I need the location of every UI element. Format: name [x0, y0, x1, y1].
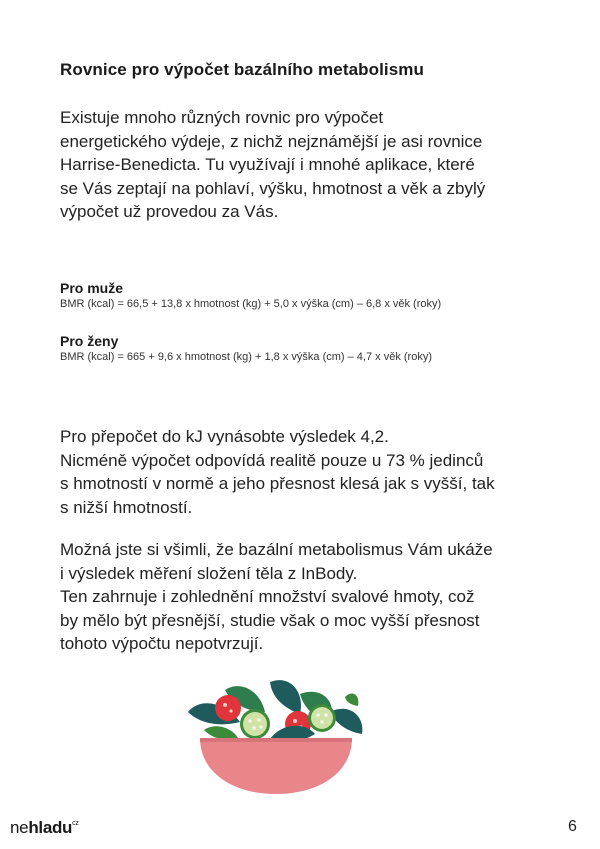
brand-logo: nehladu$^{cz}$	[10, 818, 79, 837]
intro-paragraph	[60, 106, 485, 224]
text-line: se Vás zeptají na pohlaví, výšku, hmotnost a věk a zbylý	[60, 178, 486, 198]
bowl-icon	[200, 738, 352, 794]
text-line: tohoto výpočtu nepotvrzují.	[60, 634, 264, 653]
text-line: by mělo být přesnější, studie však o moc vyšší přesnost	[60, 610, 480, 630]
formula-women-heading: Pro ženy	[60, 333, 119, 349]
text-line: s hmotností v normě a jeho přesnost klesá jak s vyšší, tak	[60, 474, 495, 493]
inbody-paragraph	[60, 538, 493, 656]
text-line: Existuje mnoho různých rovnic pro výpočet	[60, 108, 384, 127]
page-number: 6	[568, 818, 577, 835]
salad-bowl-illustration	[180, 672, 370, 802]
formula-women-text: BMR (kcal) = 665 + 9,6 x hmotnost (kg) + 1,8 x výška (cm) – 4,7 x věk (roky)	[60, 351, 432, 363]
tomato-icon	[215, 695, 241, 721]
text-line: výpočet už provedou za Vás.	[60, 202, 279, 221]
leaf-icon	[204, 726, 238, 739]
formula-men-text: BMR (kcal) = 66,5 + 13,8 x hmotnost (kg) + 5,0 x výška (cm) – 6,8 x věk (roky)	[60, 298, 442, 310]
text-line: Ten zahrnuje i zohlednění množství svalové hmoty, což	[60, 587, 475, 606]
page-title: Rovnice pro výpočet bazálního metabolismu	[60, 60, 425, 79]
text-line: Možná jste si všimli, že bazální metabolismus Vám ukáže	[60, 540, 493, 559]
text-line: i výsledek měření složení těla z InBody.	[60, 563, 358, 583]
formula-men-heading: Pro muže	[60, 280, 124, 296]
conversion-paragraph	[60, 425, 495, 519]
text-line: Nicméně výpočet odpovídá realitě pouze u 73 % jedinců	[60, 450, 484, 470]
text-line: Pro přepočet do kJ vynásobte výsledek 4,2.	[60, 427, 389, 446]
text-line: energetického výdeje, z nichž nejznámější je asi rovnice	[60, 131, 483, 151]
leaf-icon	[345, 694, 358, 706]
formula-women	[60, 332, 432, 365]
leaf-icon	[270, 680, 301, 714]
text-line: Harrise-Benedicta. Tu využívají i mnohé aplikace, které	[60, 155, 475, 174]
formula-men	[60, 279, 441, 312]
text-line: s nižší hmotností.	[60, 497, 193, 517]
